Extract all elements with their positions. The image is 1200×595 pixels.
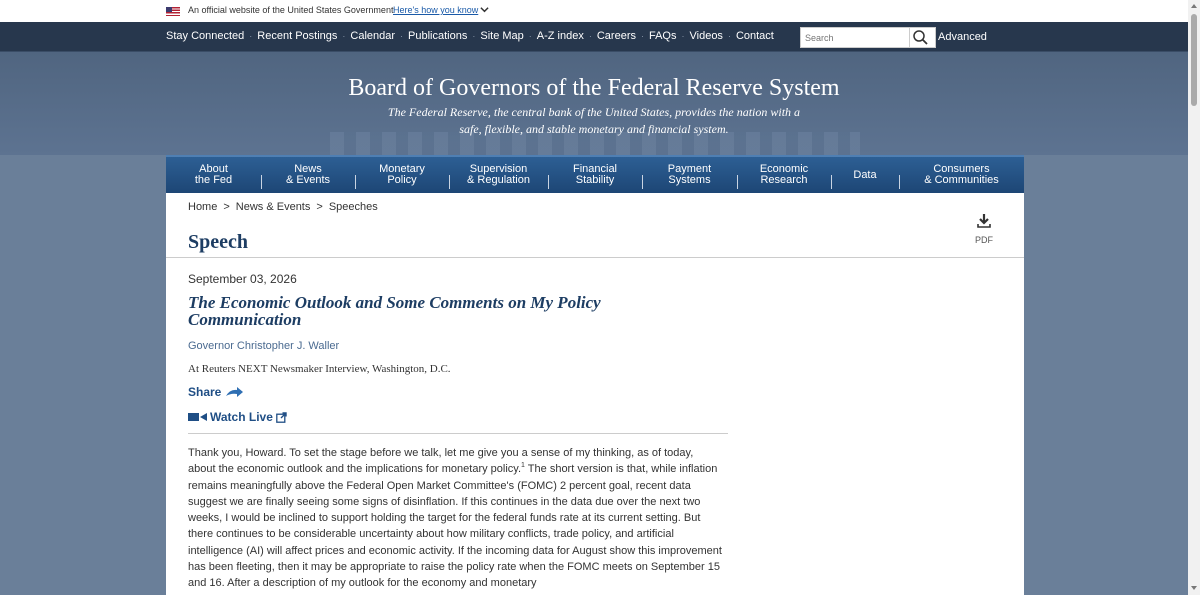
speech-body-paragraph bbox=[188, 445, 723, 592]
nav-separator: · bbox=[528, 31, 532, 41]
main-nav-label-line-1: Economic bbox=[759, 163, 809, 175]
nav-separator: · bbox=[400, 31, 404, 41]
speaker-link[interactable]: Governor Christopher J. Waller bbox=[188, 340, 340, 352]
nav-separator: · bbox=[681, 31, 685, 41]
main-nav-label bbox=[467, 164, 530, 186]
nav-separator: · bbox=[249, 31, 253, 41]
scroll-down-arrow-icon[interactable] bbox=[1191, 586, 1197, 590]
utility-nav-item bbox=[395, 30, 467, 42]
main-nav-label bbox=[573, 164, 617, 186]
breadcrumb-separator: > bbox=[316, 201, 323, 213]
utility-nav bbox=[0, 22, 1188, 52]
speech-title: The Economic Outlook and Some Comments on My Policy Communication bbox=[188, 293, 601, 329]
main-nav-label bbox=[924, 164, 999, 186]
main-nav-label-line-1: Payment bbox=[667, 163, 712, 175]
search-input[interactable] bbox=[800, 27, 910, 48]
pdf-download-button[interactable] bbox=[971, 213, 997, 245]
video-camera-icon bbox=[188, 412, 208, 422]
breadcrumb-separator: > bbox=[223, 201, 230, 213]
chevron-down-icon[interactable] bbox=[480, 5, 489, 14]
nav-separator: · bbox=[342, 31, 346, 41]
gov-banner bbox=[0, 0, 1188, 22]
utility-nav-link[interactable]: Recent Postings bbox=[257, 30, 338, 42]
utility-nav-item bbox=[244, 30, 337, 42]
utility-nav-item bbox=[337, 30, 395, 42]
main-nav-label-line-1: Monetary bbox=[379, 163, 425, 175]
nav-separator: · bbox=[640, 31, 644, 41]
main-nav-item[interactable] bbox=[831, 157, 899, 193]
watch-live-link[interactable] bbox=[188, 410, 287, 424]
utility-nav-link[interactable]: Careers bbox=[596, 30, 636, 42]
main-nav-label bbox=[853, 170, 876, 181]
utility-nav-link[interactable]: A-Z index bbox=[536, 30, 584, 42]
utility-nav-item bbox=[584, 30, 636, 42]
tagline-line-1: The Federal Reserve, the central bank of the United States, provides the nation with a bbox=[387, 105, 801, 119]
main-nav-label-line-1: News bbox=[294, 163, 322, 175]
main-nav-label-line-2: & Events bbox=[285, 174, 331, 186]
nav-separator: · bbox=[588, 31, 592, 41]
main-nav bbox=[166, 155, 1024, 193]
site-tagline bbox=[0, 104, 1188, 138]
nav-separator: · bbox=[727, 31, 731, 41]
utility-nav-link[interactable]: FAQs bbox=[648, 30, 677, 42]
utility-nav-item bbox=[166, 30, 244, 42]
heres-how-you-know-link[interactable]: Here's how you know bbox=[393, 5, 479, 15]
utility-nav-list bbox=[166, 30, 774, 42]
main-nav-label-line-2: & Communities bbox=[924, 174, 999, 186]
main-nav-label-line-2: Stability bbox=[575, 174, 615, 186]
us-flag-icon bbox=[166, 7, 180, 16]
main-nav-label-line-1: About bbox=[199, 163, 228, 175]
utility-nav-link[interactable]: Calendar bbox=[350, 30, 396, 42]
main-nav-item[interactable] bbox=[449, 157, 548, 193]
site-title[interactable]: Board of Governors of the Federal Reserve System bbox=[348, 75, 840, 101]
main-nav-label-line-2: Research bbox=[760, 174, 808, 186]
main-nav-item[interactable] bbox=[899, 157, 1024, 193]
tagline-line-2: safe, flexible, and stable monetary and financial system. bbox=[459, 122, 729, 136]
download-icon bbox=[976, 213, 992, 229]
nav-separator: · bbox=[472, 31, 476, 41]
pdf-label: PDF bbox=[975, 235, 993, 245]
breadcrumb-link[interactable]: Speeches bbox=[328, 201, 378, 213]
main-nav-label bbox=[760, 164, 808, 186]
scrollbar-thumb[interactable] bbox=[1191, 14, 1197, 106]
main-nav-item[interactable] bbox=[261, 157, 355, 193]
utility-nav-link[interactable]: Publications bbox=[408, 30, 468, 42]
main-nav-item[interactable] bbox=[642, 157, 737, 193]
main-nav-label bbox=[286, 164, 330, 186]
main-nav-label bbox=[668, 164, 711, 186]
divider bbox=[166, 257, 1024, 258]
search-button[interactable] bbox=[910, 27, 936, 48]
main-nav-item[interactable] bbox=[355, 157, 449, 193]
utility-nav-item bbox=[723, 30, 774, 42]
share-arrow-icon bbox=[224, 386, 244, 398]
main-nav-item[interactable] bbox=[166, 157, 261, 193]
utility-nav-link[interactable]: Videos bbox=[689, 30, 723, 42]
main-nav-label-line-2: Systems bbox=[668, 174, 711, 186]
utility-nav-link[interactable]: Site Map bbox=[480, 30, 524, 42]
section-divider bbox=[188, 433, 728, 434]
body-text-part-2: The short version is that, while inflation remains meaningfully above the Federal Open Market Committee's (FOMC) 2 percent goal, recent data suggest we are finally seeing some signs of disinflation. If this continues in the data due over the next two weeks, I would be inclined to support holding the target for the federal funds rate at its current setting. But there continues to be considerable uncertainty about how military conflicts, trade policy, and artificial intelligence (AI) will affect prices and economic activity. If the incoming data for August show this improvement has been fleeting, then it may be appropriate to raise the policy rate when the FOMC meets on September 15 and 16. After a description of my outlook for the economy and monetary bbox=[188, 463, 722, 590]
utility-nav-item bbox=[524, 30, 584, 42]
utility-nav-item bbox=[677, 30, 723, 42]
breadcrumb bbox=[188, 201, 378, 213]
main-nav-item[interactable] bbox=[548, 157, 642, 193]
main-nav-label-line-1: Financial bbox=[572, 163, 618, 175]
main-nav-label-line-2: & Regulation bbox=[467, 174, 530, 186]
breadcrumb-link[interactable]: News & Events bbox=[235, 201, 311, 213]
utility-nav-link[interactable]: Contact bbox=[735, 30, 774, 42]
watch-live-label: Watch Live bbox=[210, 410, 273, 424]
speech-location: At Reuters NEXT Newsmaker Interview, Washington, D.C. bbox=[188, 363, 451, 375]
main-nav-label-line-2: the Fed bbox=[194, 174, 233, 186]
main-nav-item[interactable] bbox=[737, 157, 831, 193]
speech-date: September 03, 2026 bbox=[188, 272, 297, 286]
main-nav-label-line-1: Consumers bbox=[933, 163, 990, 175]
footnote-link[interactable]: 1 bbox=[521, 462, 525, 470]
gov-banner-text: An official website of the United States Government bbox=[188, 5, 394, 15]
content-panel bbox=[166, 193, 1024, 595]
utility-nav-item bbox=[467, 30, 523, 42]
site-header bbox=[0, 52, 1188, 155]
search-icon bbox=[910, 28, 930, 47]
scroll-up-arrow-icon[interactable] bbox=[1191, 4, 1197, 8]
external-link-icon bbox=[276, 412, 287, 423]
main-nav-label bbox=[195, 164, 232, 186]
main-nav-label bbox=[379, 164, 425, 186]
main-nav-label-line-2: Policy bbox=[387, 174, 417, 186]
utility-nav-item bbox=[636, 30, 677, 42]
utility-nav-link[interactable]: Stay Connected bbox=[166, 30, 245, 42]
advanced-search-link[interactable]: Advanced bbox=[938, 31, 987, 43]
body-text-part-1: Thank you, Howard. To set the stage before we talk, let me give you a sense of my thinking, as of today, about the economic outlook and the implications for monetary policy. bbox=[188, 447, 694, 476]
main-nav-label-line-1: Data bbox=[853, 168, 877, 181]
page-heading: Speech bbox=[188, 231, 248, 253]
page-scrollbar[interactable] bbox=[1188, 0, 1200, 595]
share-label: Share bbox=[188, 385, 222, 399]
breadcrumb-link[interactable]: Home bbox=[188, 201, 218, 213]
share-button[interactable] bbox=[188, 385, 244, 399]
main-nav-label-line-1: Supervision bbox=[469, 163, 528, 175]
